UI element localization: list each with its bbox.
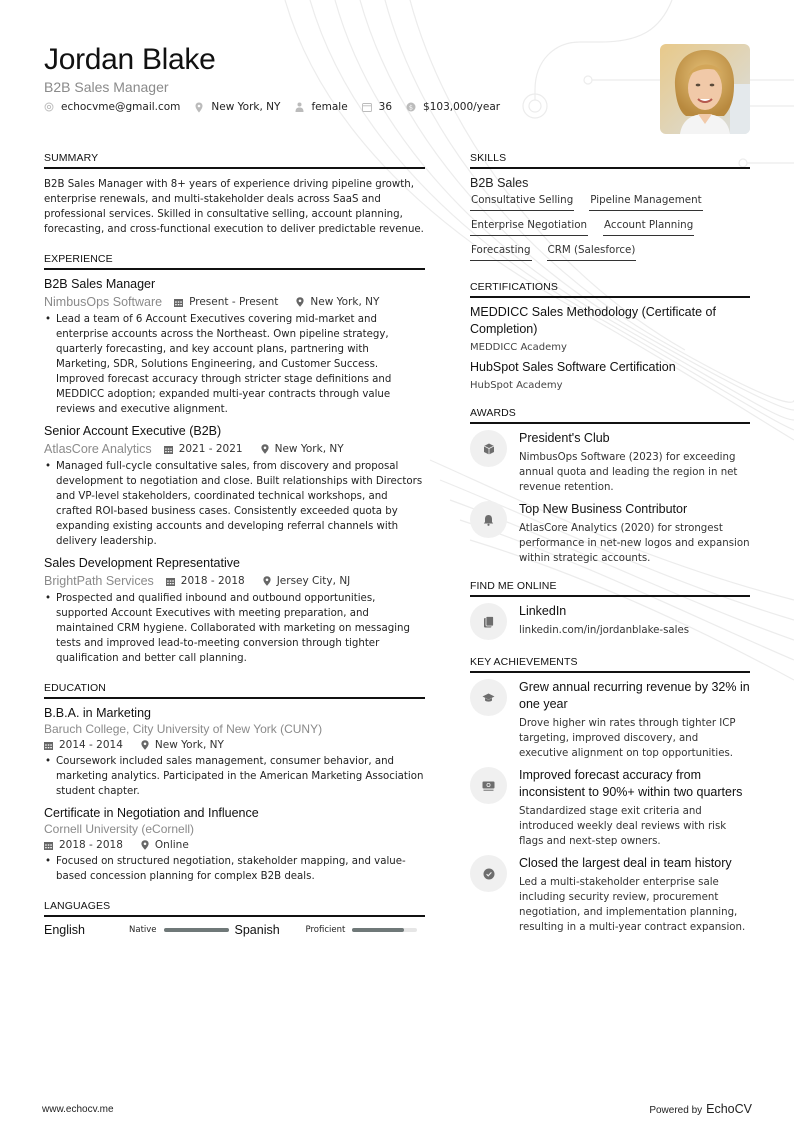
contact-location: New York, NY [194,101,280,113]
education-entry [44,805,425,884]
education-location: Online [154,839,189,851]
graduation-cap-icon [470,679,507,716]
skills-section [470,152,750,267]
languages-list [44,923,425,937]
award-item [470,501,750,566]
section-heading-certifications: CERTIFICATIONS [470,281,750,298]
job-meta [44,295,425,309]
language-level: Proficient [305,925,346,935]
contact-gender: female [294,101,347,113]
school-name: Cornell University (eCornell) [44,822,195,836]
bell-icon [470,501,507,538]
award-description: AtlasCore Analytics (2020) for strongest performance in net-new logos and expansion within strategic accounts. [519,523,750,564]
job-meta [44,574,425,588]
contact-age: 36 [362,101,392,113]
location-pin-icon [261,444,269,454]
resume-header [44,42,644,113]
online-section [470,580,750,640]
skill-tag: Account Planning [603,217,694,236]
location-pin-icon [194,102,204,112]
achievement-title: Improved forecast accuracy from inconsistent to 90%+ within two quarters [519,768,743,799]
contact-email[interactable]: echocvme@gmail.com [44,101,180,113]
calendar-icon [44,741,53,750]
bullet-item: • Focused on structured negotiation, stakeholder mapping, and value-based concession planning for complex B2B deals. [44,854,425,884]
money-bill-icon [470,767,507,804]
certification-item [470,359,750,391]
job-dates: Present - Present [189,296,279,308]
achievement-title: Grew annual recurring revenue by 32% in one year [519,680,750,711]
job-location: New York, NY [274,443,344,455]
calendar-icon [164,445,173,454]
location-pin-icon [141,840,149,850]
language-level: Native [129,925,157,935]
bullet-item: • Managed full-cycle consultative sales, from discovery and proposal development to negotiation and close. Built relationships with Directors and VP-level stakeholders, coordinated technical workshops, and crafted ROI-based business cases. Consistently exceeded quota by expanding existing accounts and developing referral channels with delivery leadership. [44,459,425,549]
footer-website[interactable]: www.echocv.me [42,1104,114,1115]
achievement-description: Drove higher win rates through tighter ICP targeting, improved discovery, and executive alignment on top opportunities. [519,718,736,759]
section-heading-awards: AWARDS [470,407,750,424]
section-heading-online: FIND ME ONLINE [470,580,750,597]
job-bullets [44,591,425,666]
certification-name: MEDDICC Sales Methodology (Certificate of Completion) [470,305,716,336]
award-item [470,430,750,495]
skill-tag: Pipeline Management [589,192,702,211]
education-dates: 2018 - 2018 [59,839,123,851]
summary-text: B2B Sales Manager with 8+ years of experience driving pipeline growth, enterprise renewals, and multi-stakeholder deals across SaaS and professional services. Skilled in consultative selling, account planning, forecasting, and cross-functional execution to deliver predictable revenue. [44,179,424,235]
job-entry [44,555,425,666]
education-entry [44,705,425,799]
svg-text:$: $ [408,103,414,112]
achievement-item [470,855,750,935]
certification-issuer: MEDDICC Academy [470,342,567,353]
job-bullets [44,459,425,549]
education-dates: 2014 - 2014 [59,739,123,751]
job-title: B2B Sales Manager [44,277,156,291]
skill-group-title: B2B Sales [470,176,529,190]
check-circle-icon [470,855,507,892]
calendar-icon [166,577,175,586]
online-profile-title: LinkedIn [519,604,567,618]
language-item [44,923,235,937]
achievements-section [470,656,750,935]
footer-powered-by[interactable] [649,1102,752,1116]
candidate-name: Jordan Blake [44,43,216,76]
education-meta [44,739,425,751]
language-name: English [44,923,85,937]
skill-tag: Enterprise Negotiation [470,217,588,236]
contact-row [44,101,644,113]
job-location: Jersey City, NJ [276,575,351,587]
calendar-icon [362,102,372,112]
section-heading-summary: SUMMARY [44,152,425,169]
award-title: President's Club [519,431,610,445]
bullet-item: • Lead a team of 6 Account Executives covering mid-market and enterprise accounts across the Northeast. Own pipeline strategy, quarterly forecasting, and key account plans, partnering with Marketing, SDR, Solutions Engineering, and Customer Success. Improved forecast accuracy through stricter stage definitions and MEDDICC adoption; expanded multi-year contracts through value reviews and executive alignment. [44,312,425,417]
section-heading-languages: LANGUAGES [44,900,425,917]
online-profile-url[interactable]: linkedin.com/in/jordanblake-sales [519,625,690,636]
certifications-section [470,281,750,391]
calendar-icon [174,298,183,307]
education-location: New York, NY [154,739,224,751]
section-heading-education: EDUCATION [44,682,425,699]
location-pin-icon [141,740,149,750]
language-item [235,923,426,937]
job-dates: 2021 - 2021 [178,443,243,455]
experience-section [44,253,425,666]
skill-tags [470,192,750,267]
education-meta [44,839,425,851]
left-column [44,152,425,951]
candidate-title: B2B Sales Manager [44,79,169,95]
education-bullets [44,854,425,884]
person-icon [294,102,304,112]
location-pin-icon [296,297,304,307]
education-section [44,682,425,884]
certification-issuer: HubSpot Academy [470,380,563,391]
language-proficiency-bar [164,928,229,932]
skill-tag: Consultative Selling [470,192,574,211]
section-heading-experience: EXPERIENCE [44,253,425,270]
profile-photo [660,44,750,134]
contact-salary: $ $103,000/year [406,101,500,113]
right-column [470,152,750,949]
achievement-description: Led a multi-stakeholder enterprise sale including security review, procurement negotiation, and implementation planning, resulting in a multi-year contract expansion. [519,877,746,933]
job-dates: 2018 - 2018 [180,575,245,587]
clipboard-icon [470,603,507,640]
school-name: Baruch College, City University of New York (CUNY) [44,722,323,736]
degree-title: B.B.A. in Marketing [44,706,151,720]
bullet-item: • Prospected and qualified inbound and outbound opportunities, supported Account Executives with meeting preparation, and maintained CRM hygiene. Collaborated with marketing on messaging tests and improved lead-to-meeting conversion through tighter qualification and better call planning. [44,591,425,666]
language-proficiency-bar [352,928,417,932]
job-entry [44,276,425,417]
brand-name: EchoCV [706,1102,752,1116]
skill-tag: Forecasting [470,242,532,261]
job-entry [44,423,425,549]
online-profile-item[interactable] [470,603,750,640]
calendar-icon [44,841,53,850]
certification-item [470,304,750,353]
job-title: Senior Account Executive (B2B) [44,424,222,438]
achievement-item [470,767,750,849]
education-bullets [44,754,425,799]
award-title: Top New Business Contributor [519,502,688,516]
certification-name: HubSpot Sales Software Certification [470,360,676,374]
summary-section [44,152,425,237]
skill-tag: CRM (Salesforce) [547,242,637,261]
job-company: AtlasCore Analytics [44,442,152,456]
achievement-item [470,679,750,761]
location-pin-icon [263,576,271,586]
job-company: BrightPath Services [44,574,154,588]
job-title: Sales Development Representative [44,556,240,570]
languages-section [44,900,425,937]
award-description: NimbusOps Software (2023) for exceeding annual quota and leading the region in net revenue retention. [519,452,738,493]
dollar-icon [406,102,416,112]
achievement-title: Closed the largest deal in team history [519,856,732,870]
job-company: NimbusOps Software [44,295,163,309]
section-heading-skills: SKILLS [470,152,750,169]
bullet-item: • Coursework included sales management, consumer behavior, and marketing analytics. Participated in the American Marketing Association student chapter. [44,754,425,799]
awards-section [470,407,750,566]
section-heading-achievements: KEY ACHIEVEMENTS [470,656,750,673]
job-meta [44,442,425,456]
job-location: New York, NY [310,296,380,308]
language-name: Spanish [234,923,280,937]
at-icon [44,102,54,112]
achievement-description: Standardized stage exit criteria and introduced weekly deal reviews with risk flags and next-step owners. [519,806,727,847]
powered-by-label: Powered by [649,1105,703,1116]
cube-icon [470,430,507,467]
degree-title: Certificate in Negotiation and Influence [44,806,259,820]
job-bullets [44,312,425,417]
